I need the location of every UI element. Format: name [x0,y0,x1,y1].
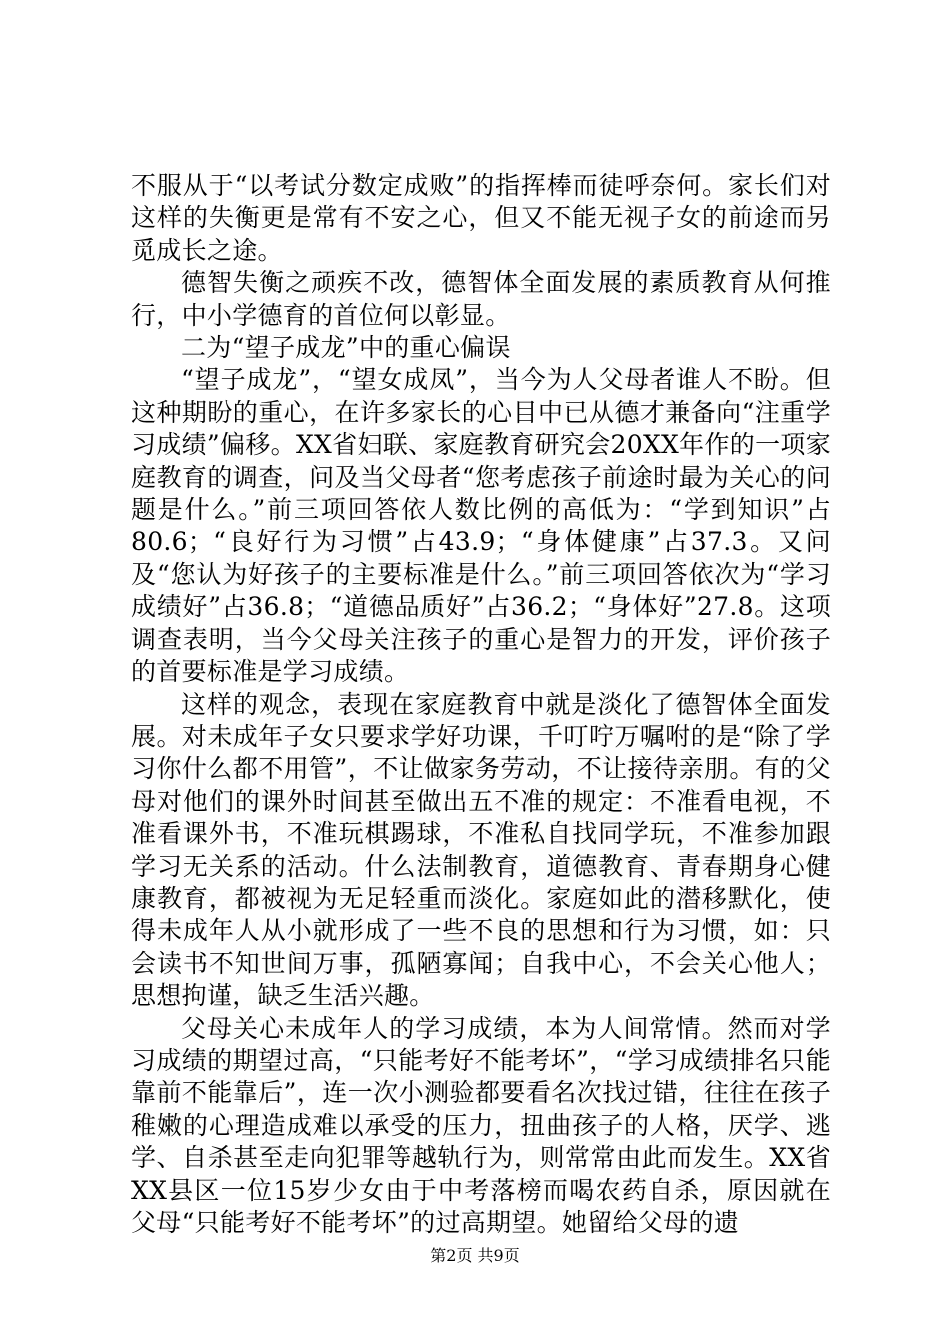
page-footer [0,1246,950,1266]
page-number-label: 第2页 共9页 [430,1246,520,1265]
paragraph-5: 父母关心未成年人的学习成绩，本为人间常情。然而对学习成绩的期望过高，“只能考好不能考坏”，“学习成绩排名只能靠前不能靠后”，连一次小测验都要看名次找过错，往往在孩子稚嫩的心理造成难以承受的压力，扭曲孩子的人格，厌学、逃学、自杀甚至走向犯罪等越轨行为，则常常由此而发生。XX省XX县区一位15岁少女由于中考落榜而喝农药自杀，原因就在父母“只能考好不能考坏”的过高期望。她留给父母的遗 [131,1013,831,1237]
paragraph-1: 不服从于“以考试分数定成败”的指挥棒而徒呼奈何。家长们对这样的失衡更是常有不安之心，但又不能无视子女的前途而另觅成长之途。 [131,171,831,265]
body-text [131,170,831,1239]
section-heading: 二为“望子成龙”中的重心偏误 [181,333,511,363]
paragraph-3: “望子成龙”，“望女成凤”，当今为人父母者谁人不盼。但这种期盼的重心，在许多家长的心目中已从德才兼备向“注重学习成绩”偏移。XX省妇联、家庭教育研究会20XX年作的一项家庭教育的调查，问及当父母者“您考虑孩子前途时最为关心的问题是什么。”前三项回答依人数比例的高低为：“学到知识”占80.6；“良好行为习惯”占43.9；“身体健康”占37.3。又问及“您认为好孩子的主要标准是什么。”前三项回答依次为“学习成绩好”占36.8；“道德品质好”占36.2；“身体好”27.8。这项调查表明，当今父母关注孩子的重心是智力的开发，评价孩子的首要标准是学习成绩。 [131,365,831,687]
paragraph-2: 德智失衡之顽疾不改，德智体全面发展的素质教育从何推行，中小学德育的首位何以彰显。 [131,268,831,330]
paragraph-4: 这样的观念，表现在家庭教育中就是淡化了德智体全面发展。对未成年子女只要求学好功课，千叮咛万嘱咐的是“除了学习你什么都不用管”，不让做家务劳动，不让接待亲朋。有的父母对他们的课外时间甚至做出五不准的规定：不准看电视，不准看课外书，不准玩棋踢球，不准私自找同学玩，不准参加跟学习无关系的活动。什么法制教育，道德教育、青春期身心健康教育，都被视为无足轻重而淡化。家庭如此的潜移默化，使得未成年人从小就形成了一些不良的思想和行为习惯，如：只会读书不知世间万事，孤陋寡闻；自我中心，不会关心他人；思想拘谨，缺乏生活兴趣。 [131,689,831,1011]
